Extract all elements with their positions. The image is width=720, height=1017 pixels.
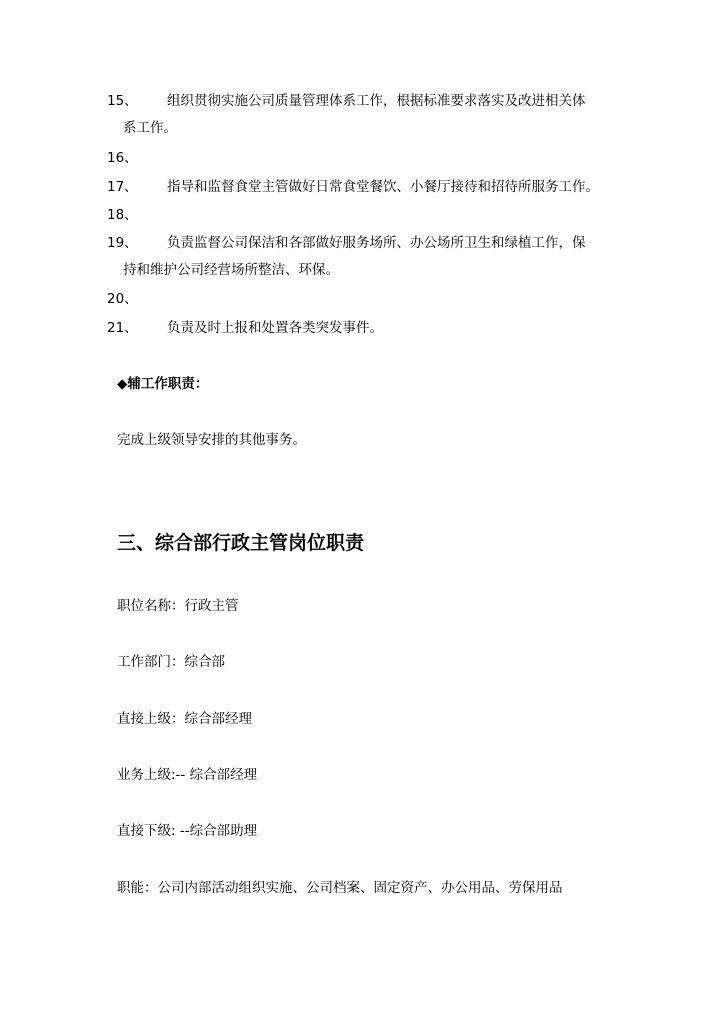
field-business-superior: 业务上级:-- 综合部经理	[117, 767, 258, 783]
item-number: 21、	[107, 320, 138, 336]
item-text-continuation: 系工作。	[123, 120, 177, 136]
field-functions: 职能：公司内部活动组织实施、公司档案、固定资产、办公用品、劳保用品	[117, 880, 563, 896]
item-number: 20、	[107, 291, 138, 307]
item-number: 17、	[107, 179, 138, 195]
item-number: 19、	[107, 235, 138, 251]
item-text-continuation: 持和维护公司经营场所整洁、环保。	[123, 262, 339, 278]
item-text: 组织贯彻实施公司质量管理体系工作，根据标准要求落实及改进相关体	[167, 93, 586, 109]
item-number: 15、	[107, 93, 138, 109]
field-direct-superior: 直接上级：综合部经理	[117, 711, 252, 727]
item-text: 负责及时上报和处置各类突发事件。	[167, 320, 383, 336]
item-text: 负责监督公司保洁和各部做好服务场所、办公场所卫生和绿植工作，保	[167, 235, 586, 251]
item-number: 18、	[107, 207, 138, 223]
section-heading: 三、综合部行政主管岗位职责	[117, 532, 365, 554]
field-department: 工作部门：综合部	[117, 654, 225, 670]
aux-duties-text: 完成上级领导安排的其他事务。	[117, 432, 306, 448]
item-text: 指导和监督食堂主管做好日常食堂餐饮、小餐厅接待和招待所服务工作。	[167, 179, 599, 195]
field-position-name: 职位名称：行政主管	[117, 598, 239, 614]
item-number: 16、	[107, 150, 138, 166]
aux-duties-title: ◆辅工作职责：	[117, 376, 209, 392]
field-direct-subordinate: 直接下级: --综合部助理	[117, 823, 258, 839]
